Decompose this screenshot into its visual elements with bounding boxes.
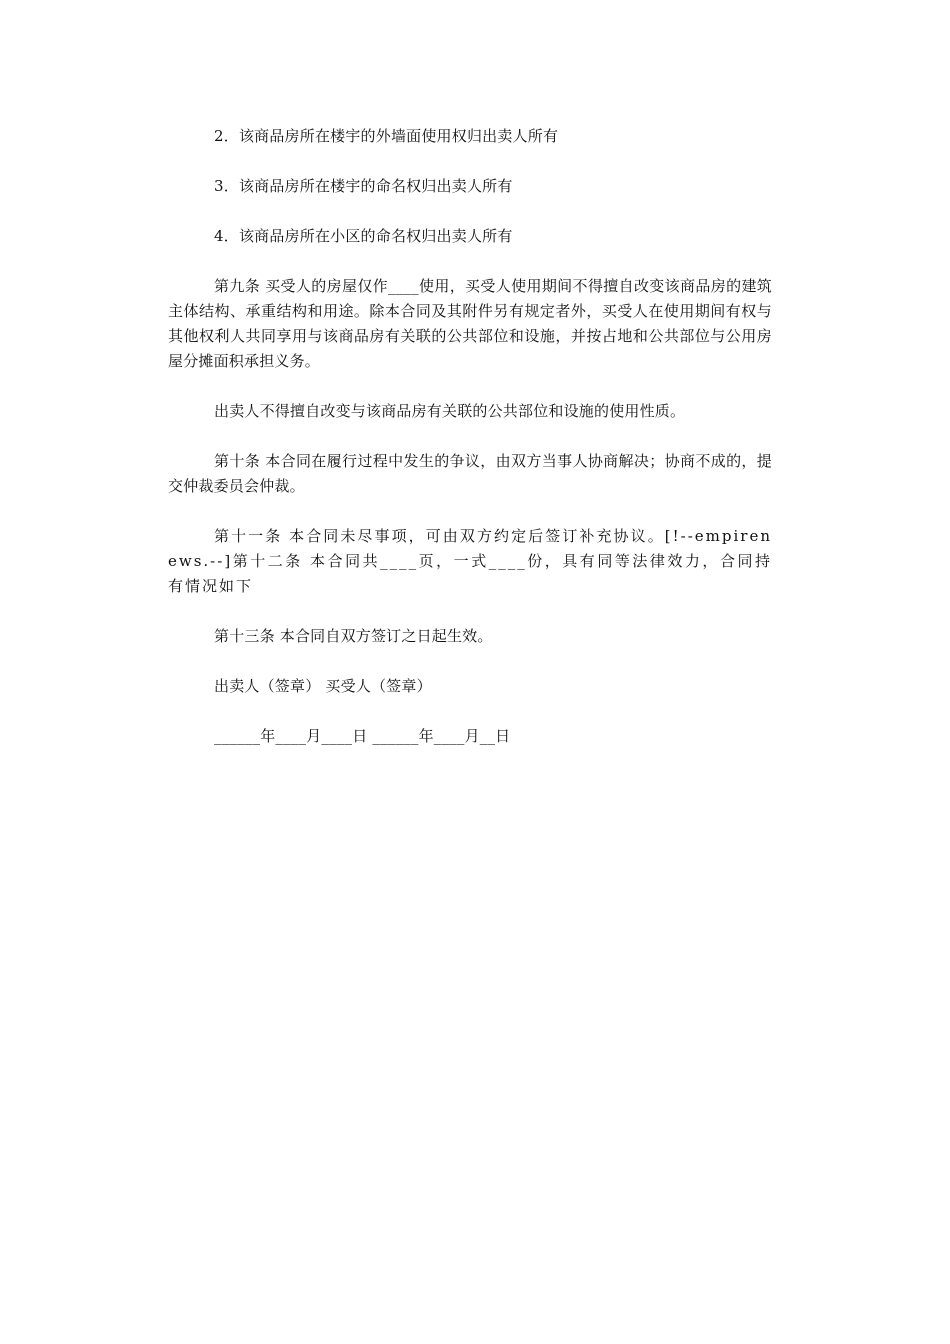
- article-9: 第九条 买受人的房屋仅作____使用，买受人使用期间不得擅自改变该商品房的建筑主体结构、承重结构和用途。除本合同及其附件另有规定者外，买受人在使用期间有权与其他权利人共同享用与该商品房有关联的公共部位和设施，并按占地和公共部位与公用房屋分摊面积承担义务。: [168, 277, 772, 370]
- clause-item-2: 2．该商品房所在楼宇的外墙面使用权归出卖人所有: [214, 127, 559, 145]
- document-body: [168, 124, 772, 774]
- clause-item-4: 4．该商品房所在小区的命名权归出卖人所有: [214, 227, 513, 245]
- clause-item-3: 3．该商品房所在楼宇的命名权归出卖人所有: [214, 177, 513, 195]
- article-13: 第十三条 本合同自双方签订之日起生效。: [214, 627, 493, 645]
- signature-date-line: ______年____月____日 ______年____月__日: [214, 727, 511, 745]
- signature-labels: 出卖人（签章） 买受人（签章）: [214, 677, 432, 695]
- article-10: 第十条 本合同在履行过程中发生的争议，由双方当事人协商解决；协商不成的，提交仲裁委员会仲裁。: [168, 452, 772, 495]
- article-9-seller-clause: 出卖人不得擅自改变与该商品房有关联的公共部位和设施的使用性质。: [214, 402, 686, 420]
- article-11-12: 第十一条 本合同未尽事项，可由双方约定后签订补充协议。[!--empirenews.--]第十二条 本合同共____页，一式____份，具有同等法律效力，合同持有情况如下: [168, 527, 772, 595]
